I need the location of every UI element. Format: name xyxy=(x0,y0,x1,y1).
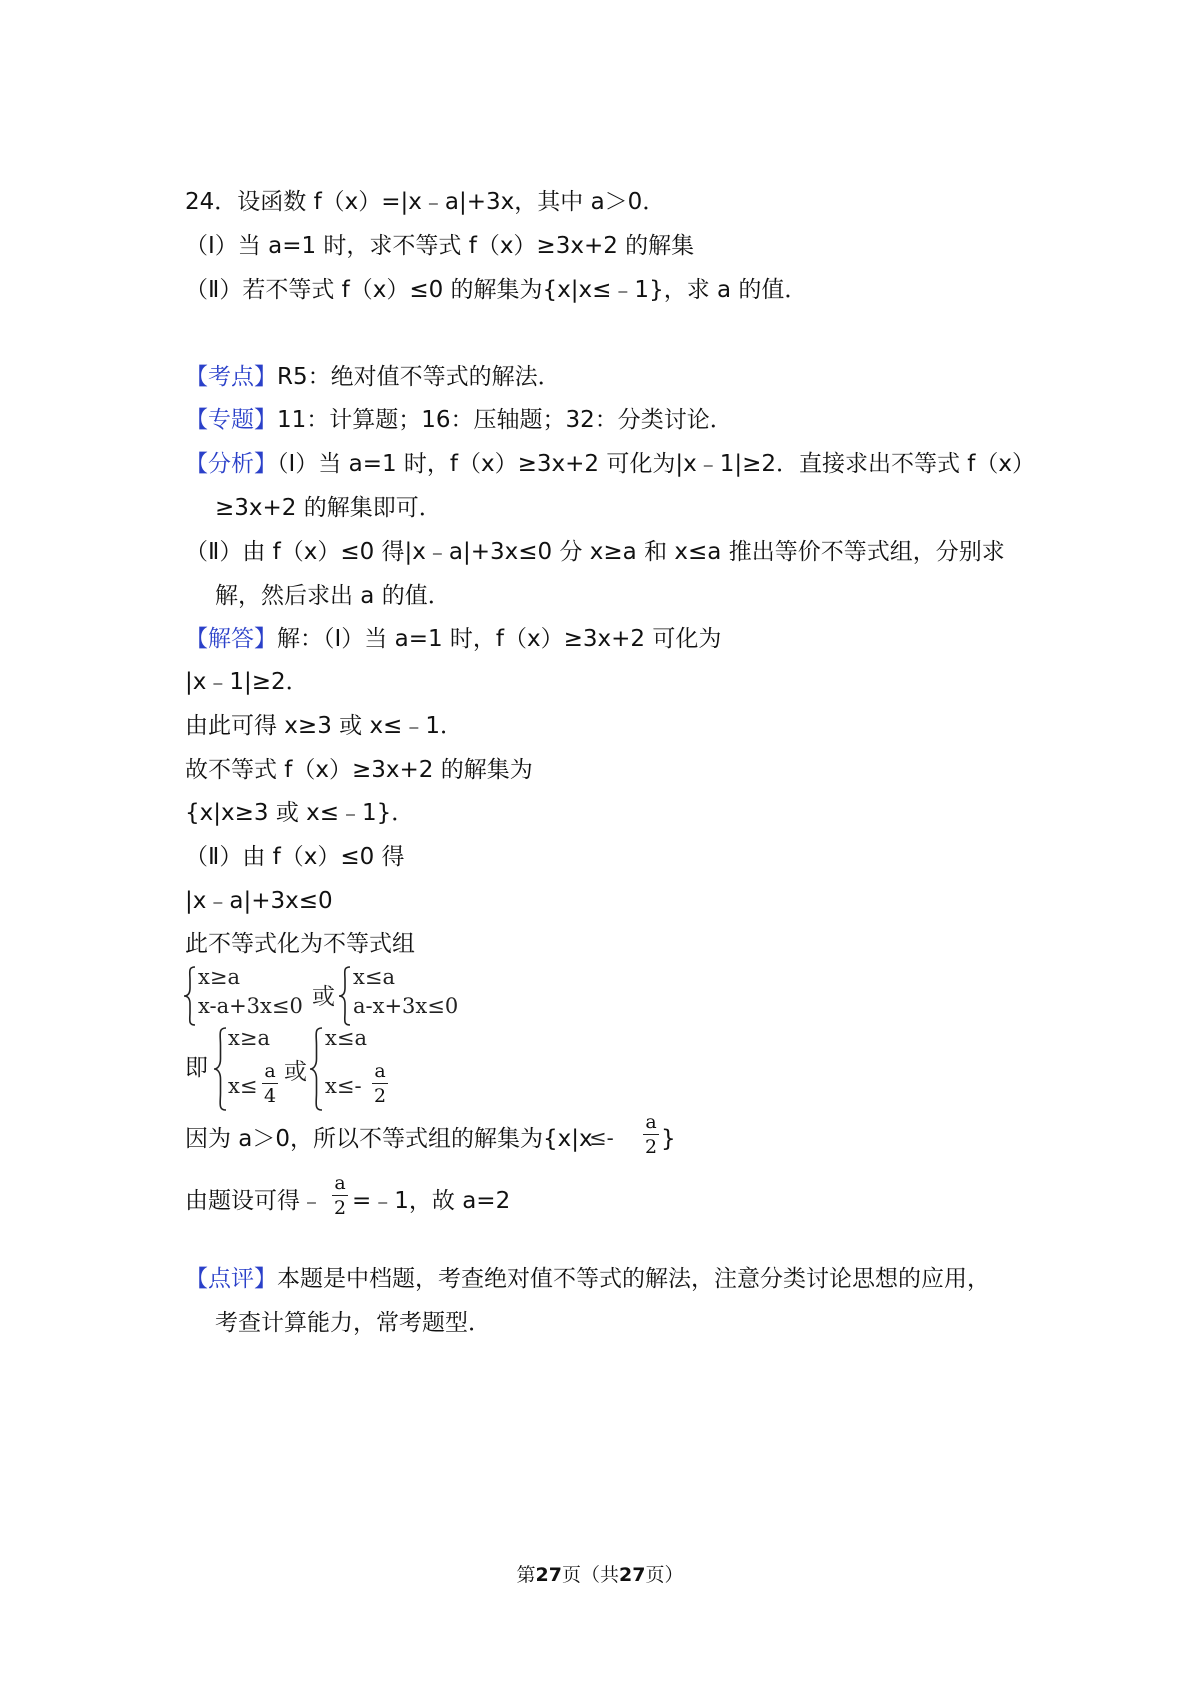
jieda-line9-prefix: 因为 a＞0，所以不等式组的解集为{x|x xyxy=(185,1126,593,1152)
sys2-b1: x≤a xyxy=(325,1026,367,1050)
jieda-line4: 故不等式 f（x）≥3x+2 的解集为 xyxy=(185,757,533,783)
sys2-a2-prefix: x≤ xyxy=(228,1074,258,1098)
footer-post: 页） xyxy=(645,1564,684,1586)
dianping-tag: 【点评】 xyxy=(185,1266,277,1292)
footer-pre: 第 xyxy=(516,1564,536,1586)
sys2-a1: x≥a xyxy=(228,1026,270,1050)
dianping-line1 xyxy=(185,1264,990,1294)
kaodian-text: R5：绝对值不等式的解法． xyxy=(277,364,561,390)
jieda-line2: |x﹣1|≥2． xyxy=(185,669,309,695)
fenxi-line1 xyxy=(185,449,1035,479)
page-footer xyxy=(0,1560,1200,1587)
question-part1: （Ⅰ）当 a=1 时，求不等式 f（x）≥3x+2 的解集 xyxy=(185,233,695,259)
jieda-line6: （Ⅱ）由 f（x）≤0 得 xyxy=(185,844,405,870)
fraction-denominator: 2 xyxy=(333,1197,347,1219)
sys1-or: 或 xyxy=(312,984,335,1010)
sys1-a1: x≥a xyxy=(198,965,240,989)
fraction-numerator: a xyxy=(645,1111,657,1133)
jieda-line10-prefix: 由题设可得﹣ xyxy=(185,1188,323,1214)
footer-page: 27 xyxy=(535,1564,562,1586)
fraction-a-over-2 xyxy=(372,1060,388,1107)
zhuanti-line xyxy=(185,405,733,435)
fraction-denominator: 2 xyxy=(644,1136,658,1158)
sys1-b1: x≤a xyxy=(353,965,395,989)
jieda-line10-suffix: =﹣1，故 a=2 xyxy=(352,1188,511,1214)
jieda-line8: 此不等式化为不等式组 xyxy=(185,931,415,957)
fraction-denominator: 2 xyxy=(373,1085,387,1107)
sys2-or: 或 xyxy=(284,1059,307,1085)
left-brace-icon xyxy=(183,966,197,1026)
fraction-a-over-4 xyxy=(262,1060,278,1107)
sys2-b2-prefix: x≤- xyxy=(325,1074,362,1098)
sys1-a2: x-a+3x≤0 xyxy=(198,994,303,1018)
jieda-line5: {x|x≥3 或 x≤﹣1}． xyxy=(185,800,415,826)
fenxi-tag: 【分析】 xyxy=(185,451,277,477)
fenxi-line2: ≥3x+2 的解集即可． xyxy=(215,495,442,521)
fenxi-text1: （Ⅰ）当 a=1 时，f（x）≥3x+2 可化为|x﹣1|≥2．直接求出不等式 f（x） xyxy=(277,451,1036,477)
jieda-line9-suffix: } xyxy=(661,1126,676,1152)
sys2-ji: 即 xyxy=(185,1055,208,1081)
question-stem: 24．设函数 f（x）=|x﹣a|+3x，其中 a＞0． xyxy=(185,189,666,215)
zhuanti-tag: 【专题】 xyxy=(185,407,277,433)
left-brace-icon xyxy=(213,1027,228,1111)
fraction-numerator: a xyxy=(374,1060,386,1082)
fraction-numerator: a xyxy=(334,1172,346,1194)
jieda-line1 xyxy=(185,624,721,654)
question-part2: （Ⅱ）若不等式 f（x）≤0 的解集为{x|x≤﹣1}，求 a 的值． xyxy=(185,277,808,303)
fraction-a-over-2 xyxy=(643,1111,659,1158)
footer-total: 27 xyxy=(619,1564,646,1586)
fraction-denominator: 4 xyxy=(263,1085,277,1107)
dianping-line2: 考查计算能力，常考题型． xyxy=(215,1310,491,1336)
zhuanti-text: 11：计算题；16：压轴题；32：分类讨论． xyxy=(277,407,733,433)
jieda-line9-sym: ≤- xyxy=(589,1126,614,1150)
jieda-tag: 【解答】 xyxy=(185,626,277,652)
jieda-line7: |x﹣a|+3x≤0 xyxy=(185,888,333,914)
fraction-a-over-2 xyxy=(332,1172,348,1219)
fenxi-line4: 解，然后求出 a 的值． xyxy=(215,583,451,609)
fenxi-line3: （Ⅱ）由 f（x）≤0 得|x﹣a|+3x≤0 分 x≥a 和 x≤a 推出等价不等式组，分别求 xyxy=(185,539,1005,565)
sys1-b2: a-x+3x≤0 xyxy=(353,994,459,1018)
left-brace-icon xyxy=(338,966,352,1026)
kaodian-tag: 【考点】 xyxy=(185,364,277,390)
footer-mid: 页（共 xyxy=(561,1564,619,1586)
jieda-text1: 解：（Ⅰ）当 a=1 时，f（x）≥3x+2 可化为 xyxy=(277,626,722,652)
fraction-numerator: a xyxy=(264,1060,276,1082)
kaodian-line xyxy=(185,362,561,392)
left-brace-icon xyxy=(309,1027,324,1111)
dianping-text1: 本题是中档题，考查绝对值不等式的解法，注意分类讨论思想的应用， xyxy=(277,1266,990,1292)
jieda-line3: 由此可得 x≥3 或 x≤﹣1． xyxy=(185,713,463,739)
